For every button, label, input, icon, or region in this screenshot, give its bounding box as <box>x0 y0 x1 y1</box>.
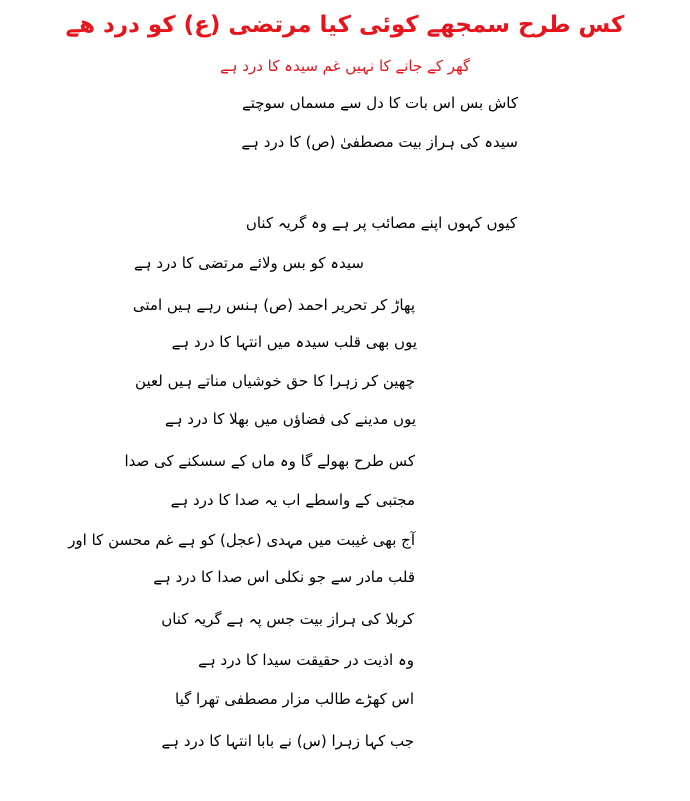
poem-subtitle: گھر کے جانے کا نہیں غم سیدہ کا درد ہے <box>219 57 471 75</box>
verse-line-4: سیدہ کو بس ولائے مرتضی کا درد ہے <box>134 254 364 272</box>
verse-line-10: مجتبی کے واسطے اب یہ صدا کا درد ہے <box>170 491 415 509</box>
verse-line-12: قلب مادر سے جو نکلی اس صدا کا درد ہے <box>153 568 415 586</box>
verse-line-14: وہ اذیت در حقیقت سیدا کا درد ہے <box>198 651 414 669</box>
verse-line-7: چھین کر زہرا کا حق خوشیاں مناتے ہیں لعین <box>135 372 415 390</box>
verse-line-13: کربلا کی ہراز بیت جس پہ ہے گریہ کناں <box>161 610 414 628</box>
verse-line-2: سیدہ کی ہراز بیت مصطفیٰ (ص) کا درد ہے <box>241 133 518 151</box>
verse-line-6: یوں بھی قلب سیدہ میں انتہا کا درد ہے <box>171 333 417 351</box>
verse-line-5: پھاڑ کر تحریر احمد (ص) ہنس رہے ہیں امتی <box>132 296 415 314</box>
verse-line-1: کاش بس اس بات کا دل سے مسماں سوچتے <box>241 94 518 112</box>
verse-line-9: کس طرح بھولے گا وہ ماں کے سسکنے کی صدا <box>124 452 415 470</box>
poem-title: کس طرح سمجھے کوئی کیا مرتضی (ع) کو درد ھے <box>65 12 625 38</box>
verse-line-8: یوں مدینے کی فضاؤں میں بھلا کا درد ہے <box>164 410 416 428</box>
verse-line-16: جب کہا زہرا (س) نے بابا انتہا کا درد ہے <box>161 732 414 750</box>
verse-line-11: آج بھی غیبت میں مہدی (عجل) کو ہے غم محسن کا اور <box>68 531 415 549</box>
verse-line-3: کیوں کہوں اپنے مصائب پر ہے وہ گریہ کناں <box>245 214 517 232</box>
verse-line-15: اس کھڑے طالب مزار مصطفی تھرا گیا <box>175 690 414 708</box>
